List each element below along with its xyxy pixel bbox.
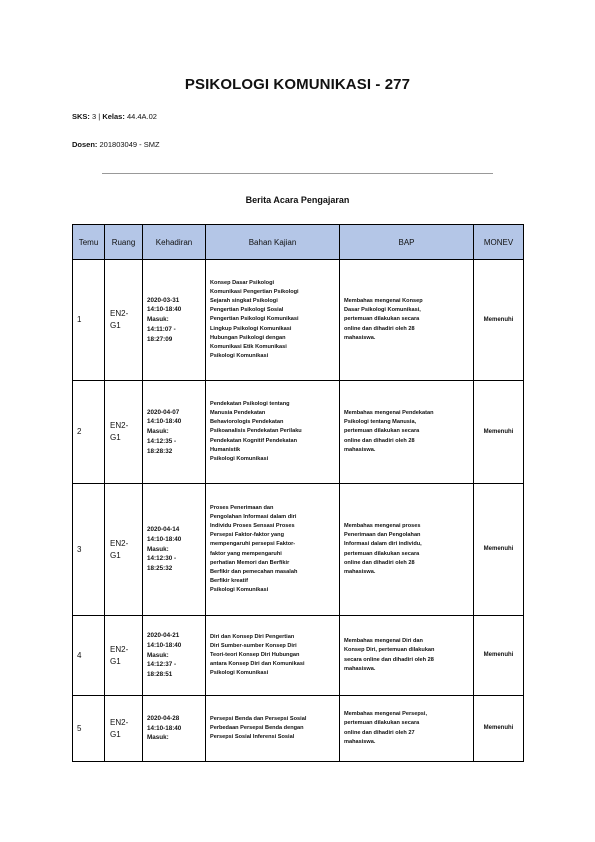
cell-kehadiran: 2020-04-07 14:10-18:40 Masuk: 14:12:35 - 18:28:32: [143, 381, 206, 484]
cell-monev: Memenuhi: [474, 381, 524, 484]
cell-kehadiran: 2020-03-31 14:10-18:40 Masuk: 14:11:07 - 18:27:09: [143, 260, 206, 381]
cell-ruang: EN2- G1: [105, 260, 143, 381]
cell-bahan-kajian: Pendekatan Psikologi tentang Manusia Pendekatan Behaviorologis Pendekatan Psikoanalisis Pendekatan Perilaku Pendekatan Kognitif Pendekatan Humanistik Psikologi Komunikasi: [206, 381, 340, 484]
kelas-label: Kelas:: [102, 112, 125, 121]
cell-bap: Membahas mengenai proses Penerimaan dan Pengolahan Informasi dalam diri individu, pertemuan dilakukan secara online dan dihadiri oleh 28 mahasiswa.: [340, 484, 474, 616]
cell-bahan-kajian: Konsep Dasar Psikologi Komunikasi Pengertian Psikologi Sejarah singkat Psikologi Pengertian Psikologi Sosial Pengertian Psikologi Komunikasi Lingkup Psikologi Komunikasi Hubungan Psikologi dengan Komunikasi Etik Komunikasi Psikologi Komunikasi: [206, 260, 340, 381]
table-row: [73, 381, 524, 484]
cell-bap: Membahas mengenai Diri dan Konsep Diri, pertemuan dilakukan secara online dan dihadiri oleh 28 mahasiswa.: [340, 616, 474, 696]
cell-bap: Membahas mengenai Konsep Dasar Psikologi Komunikasi, pertemuan dilakukan secara online dan dihadiri oleh 28 mahasiswa.: [340, 260, 474, 381]
table-row: [73, 696, 524, 762]
sks-value: 3: [92, 112, 97, 121]
header-ruang: Ruang: [105, 225, 143, 260]
dosen-value: 201803049 - SMZ: [99, 140, 160, 149]
page-title: PSIKOLOGI KOMUNIKASI - 277: [184, 76, 411, 93]
cell-ruang: EN2- G1: [105, 381, 143, 484]
cell-monev: Memenuhi: [474, 260, 524, 381]
lecturer-meta: [72, 140, 160, 149]
section-subtitle: Berita Acara Pengajaran: [245, 195, 350, 205]
meta-separator: |: [98, 112, 101, 121]
cell-kehadiran: 2020-04-28 14:10-18:40 Masuk:: [143, 696, 206, 762]
divider: [102, 173, 493, 174]
cell-temu: 4: [73, 616, 105, 696]
header-monev: MONEV: [474, 225, 524, 260]
sks-label: SKS:: [72, 112, 90, 121]
dosen-label: Dosen:: [72, 140, 98, 149]
header-bahan-kajian: Bahan Kajian: [206, 225, 340, 260]
cell-monev: Memenuhi: [474, 616, 524, 696]
course-meta: [72, 112, 157, 121]
teaching-log-table: [72, 224, 524, 762]
cell-bap: Membahas mengenai Persepsi, pertemuan dilakukan secara online dan dihadiri oleh 27 mahasiswa.: [340, 696, 474, 762]
cell-ruang: EN2- G1: [105, 696, 143, 762]
cell-monev: Memenuhi: [474, 696, 524, 762]
table-row: [73, 260, 524, 381]
cell-kehadiran: 2020-04-14 14:10-18:40 Masuk: 14:12:30 - 18:25:32: [143, 484, 206, 616]
cell-bahan-kajian: Proses Penerimaan dan Pengolahan Informasi dalam diri Individu Proses Sensasi Proses Persepsi Faktor-faktor yang mempengaruhi persepsi Faktor- faktor yang mempengaruhi perhatian Memori dan Berfikir Berfikir dan pemecahan masalah Berfikir kreatif Psikologi Komunikasi: [206, 484, 340, 616]
header-temu: Temu: [73, 225, 105, 260]
table-header-row: [73, 225, 524, 260]
cell-temu: 1: [73, 260, 105, 381]
cell-ruang: EN2- G1: [105, 484, 143, 616]
cell-monev: Memenuhi: [474, 484, 524, 616]
cell-temu: 5: [73, 696, 105, 762]
cell-temu: 3: [73, 484, 105, 616]
cell-bahan-kajian: Diri dan Konsep Diri Pengertian Diri Sumber-sumber Konsep Diri Teori-teori Konsep Diri Hubungan antara Konsep Diri dan Komunikasi Psikologi Komunikasi: [206, 616, 340, 696]
table-row: [73, 616, 524, 696]
cell-temu: 2: [73, 381, 105, 484]
kelas-value: 44.4A.02: [126, 112, 157, 121]
cell-kehadiran: 2020-04-21 14:10-18:40 Masuk: 14:12:37 - 18:28:51: [143, 616, 206, 696]
table-row: [73, 484, 524, 616]
cell-bahan-kajian: Persepsi Benda dan Persepsi Sosial Perbedaan Persepsi Benda dengan Persepsi Sosial Inferensi Sosial: [206, 696, 340, 762]
cell-ruang: EN2- G1: [105, 616, 143, 696]
header-bap: BAP: [340, 225, 474, 260]
cell-bap: Membahas mengenai Pendekatan Psikologi tentang Manusia, pertemuan dilakukan secara online dan dihadiri oleh 28 mahasiswa.: [340, 381, 474, 484]
header-kehadiran: Kehadiran: [143, 225, 206, 260]
